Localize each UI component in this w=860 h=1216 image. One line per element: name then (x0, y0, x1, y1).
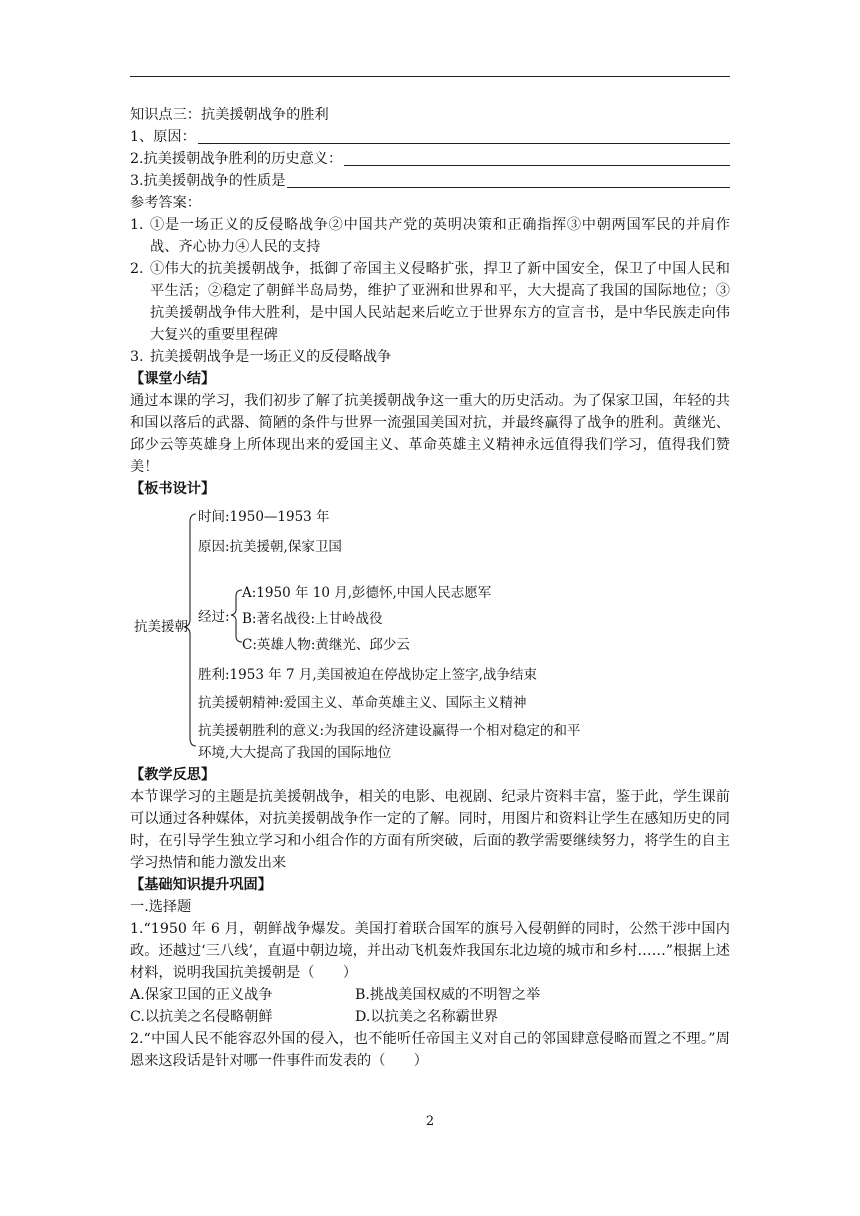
answer-blank[interactable] (344, 150, 730, 166)
question-1-options-row (130, 984, 730, 1006)
board-heading: 【板书设计】 (130, 481, 216, 497)
part-title: 一.选择题 (130, 899, 192, 915)
board-time: 时间:1950—1953 年 (198, 509, 330, 525)
answer-blank[interactable] (198, 128, 730, 144)
summary-text: 通过本课的学习，我们初步了解了抗美援朝战争这一重大的历史活动。为了保家卫国，年轻的共和国以落后的武器、简陋的条件与世界一流强国美国对抗，并最终赢得了战争的胜利。黄继光、邱少云等英雄身上所体现出来的爱国主义、革命英雄主义精神永远值得我们学习，值得我们赞美！ (130, 393, 730, 475)
board-spirit: 抗美援朝精神:爱国主义、革命英雄主义、国际主义精神 (198, 695, 527, 711)
question-cause (130, 126, 730, 148)
summary-heading: 【课堂小结】 (130, 371, 216, 387)
header-rule (130, 76, 730, 77)
answer-number: 2. (130, 261, 144, 277)
board-process-label: 经过: (198, 609, 230, 625)
answer-text: ①是一场正义的反侵略战争②中国共产党的英明决策和正确指挥③中朝两国军民的并肩作战、齐心协力④人民的支持 (150, 217, 730, 255)
answer-number: 1. (130, 217, 144, 233)
answer-item (130, 346, 730, 368)
answer-text: ①伟大的抗美援朝战争，抵御了帝国主义侵略扩张，捍卫了新中国安全，保卫了中国人民和平生活；②稳定了朝鲜半岛局势，维护了亚洲和世界和平，大大提高了我国的国际地位；③抗美援朝战争伟大胜利，是中国人民站起来后屹立于世界东方的宣言书，是中华民族走向伟大复兴的重要里程碑 (150, 261, 730, 343)
question-significance-label: 2.抗美援朝战争胜利的历史意义： (130, 151, 343, 167)
consolidation-heading: 【基础知识提升巩固】 (130, 877, 272, 893)
answers-heading: 参考答案： (130, 195, 201, 211)
option-a[interactable]: A.保家卫国的正义战争 (130, 987, 273, 1003)
answer-text: 抗美援朝战争是一场正义的反侵略战争 (150, 349, 392, 365)
section-title: 知识点三：抗美援朝战争的胜利 (130, 107, 329, 123)
question-2-stem: 2.“中国人民不能容忍外国的侵入，也不能听任帝国主义对自己的邻国肆意侵略而置之不理。”周恩来这段话是针对哪一件事件而发表的（ ） (130, 1031, 730, 1069)
option-b[interactable]: B.挑战美国权威的不明智之举 (355, 987, 541, 1003)
board-cause: 原因:抗美援朝,保家卫国 (198, 539, 342, 555)
answer-item (130, 258, 730, 346)
reflection-text: 本节课学习的主题是抗美援朝战争，相关的电影、电视剧、纪录片资料丰富，鉴于此，学生课前可以通过各种媒体，对抗美援朝战争作一定的了解。同时，用图片和资料让学生在感知历史的同时，在引导学生独立学习和小组合作的方面有所突破，后面的教学需要继续努力，将学生的自主学习热情和能力激发出来 (130, 789, 730, 871)
answer-blank[interactable] (287, 172, 730, 188)
board-process-b: B:著名战役:上甘岭战役 (242, 611, 383, 627)
board-meaning-cont: 环境,大大提高了我国的国际地位 (198, 745, 392, 761)
option-d[interactable]: D.以抗美之名称霸世界 (355, 1009, 499, 1025)
board-process-c: C:英雄人物:黄继光、邱少云 (242, 637, 410, 653)
option-c[interactable]: C.以抗美之名侵略朝鲜 (130, 1009, 273, 1025)
question-1-options-row (130, 1006, 730, 1028)
question-1-stem: 1.“1950 年 6 月，朝鲜战争爆发。美国打着联合国军的旗号入侵朝鲜的同时，公然干涉中国内政。还越过‘三八线’，直逼中朝边境，并出动飞机轰炸我国东北边境的城市和乡村……”根据上述材料，说明我国抗美援朝是（ ） (130, 921, 730, 981)
answer-number: 3. (130, 349, 144, 365)
board-victory: 胜利:1953 年 7 月,美国被迫在停战协定上签字,战争结束 (198, 667, 537, 683)
board-process-a: A:1950 年 10 月,彭德怀,中国人民志愿军 (242, 585, 492, 601)
board-meaning: 抗美援朝胜利的意义:为我国的经济建设赢得一个相对稳定的和平 (198, 723, 581, 739)
reflection-heading: 【教学反思】 (130, 767, 216, 783)
question-nature (130, 170, 730, 192)
answer-item (130, 214, 730, 258)
board-root: 抗美援朝 (134, 619, 188, 635)
question-cause-label: 1、原因： (130, 129, 196, 145)
page-number: 2 (425, 1114, 435, 1129)
question-significance (130, 148, 730, 170)
question-nature-label: 3.抗美援朝战争的性质是 (130, 173, 286, 189)
board-diagram (130, 502, 730, 761)
content (130, 104, 730, 1072)
